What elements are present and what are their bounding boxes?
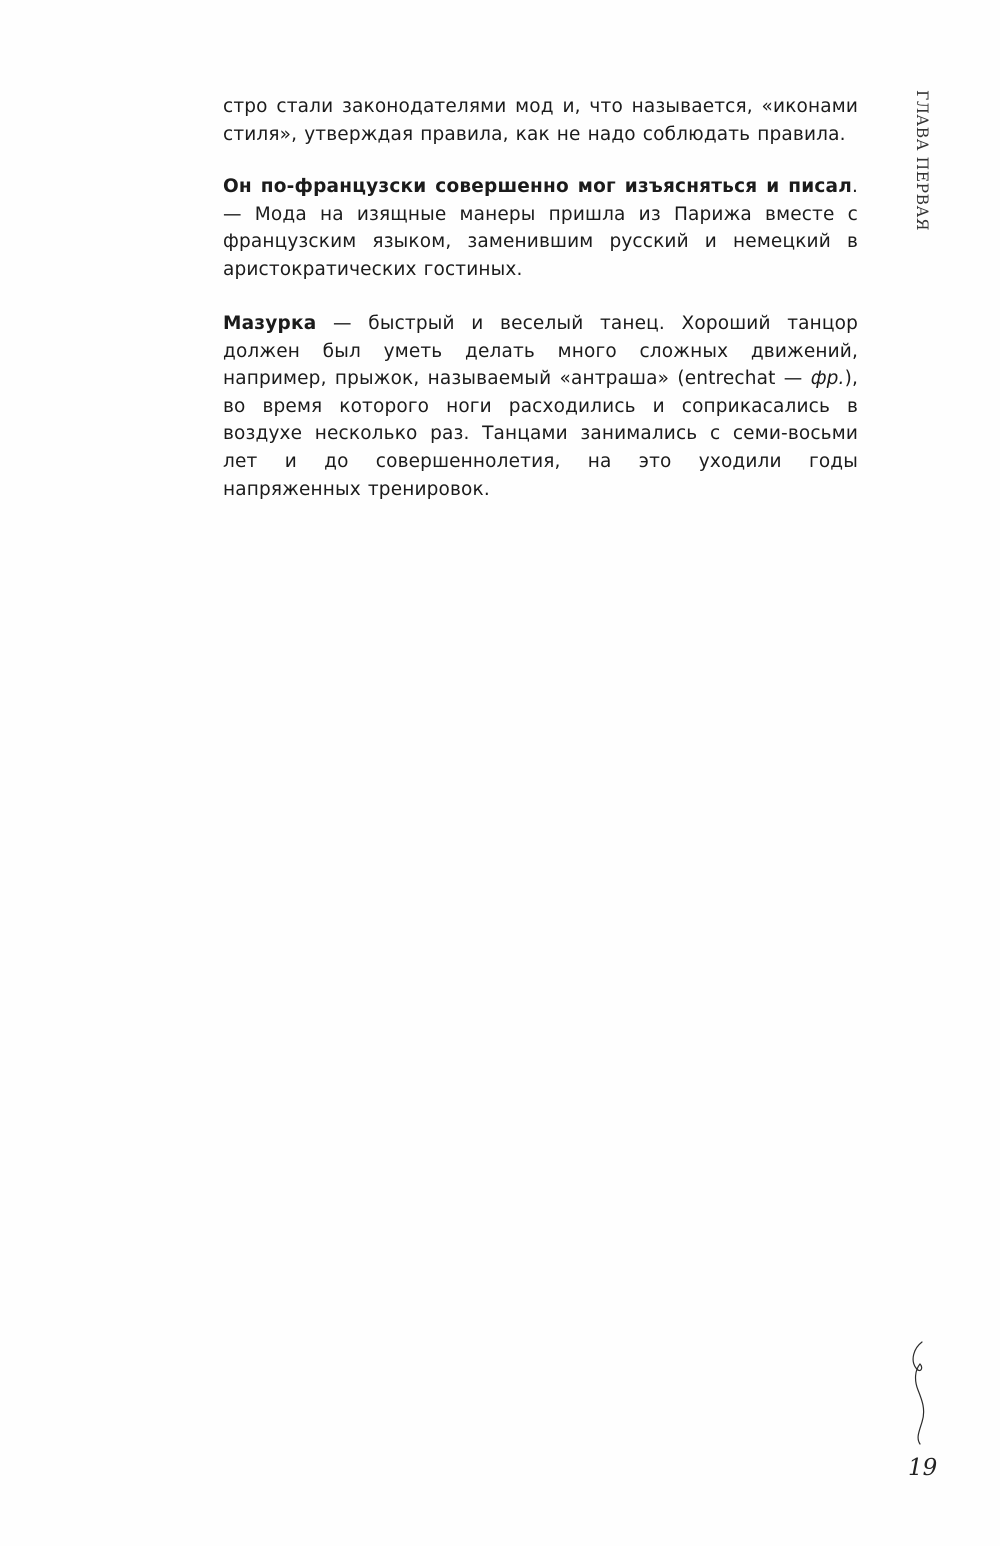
page-number: 19 <box>908 1455 938 1481</box>
language-abbreviation: фр. <box>810 368 845 390</box>
running-head: ГЛАВА ПЕРВАЯ <box>913 90 931 232</box>
glossary-entry-mazurka <box>223 310 858 503</box>
paragraph-continuation <box>223 93 858 148</box>
glossary-term: Он по-французски совершенно мог изъясняться и писал <box>223 176 852 197</box>
glossary-definition: — быстрый и веселый танец. Хороший танцор должен был уметь делать много сложных движений, например, прыжок, называемый «антраша» (entrechat — <box>223 313 858 390</box>
flourish-ornament-icon <box>900 1338 940 1448</box>
glossary-entry-french <box>223 173 858 283</box>
glossary-term: Мазурка <box>223 313 317 334</box>
paragraph-text: стро стали законодателями мод и, что называется, «иконами стиля», утверждая правила, как не надо соблюдать правила. <box>223 96 858 145</box>
glossary-definition: . — Мода на изящные манеры пришла из Парижа вместе с французским языком, заменившим русский и немецкий в аристократических гостиных. <box>223 176 858 280</box>
glossary-definition-continued: ), во время которого ноги расходились и соприкасались в воздухе несколько раз. Танцами занимались с семи-восьми лет и до совершеннолетия, на это уходили годы напряженных тренировок. <box>223 368 858 500</box>
